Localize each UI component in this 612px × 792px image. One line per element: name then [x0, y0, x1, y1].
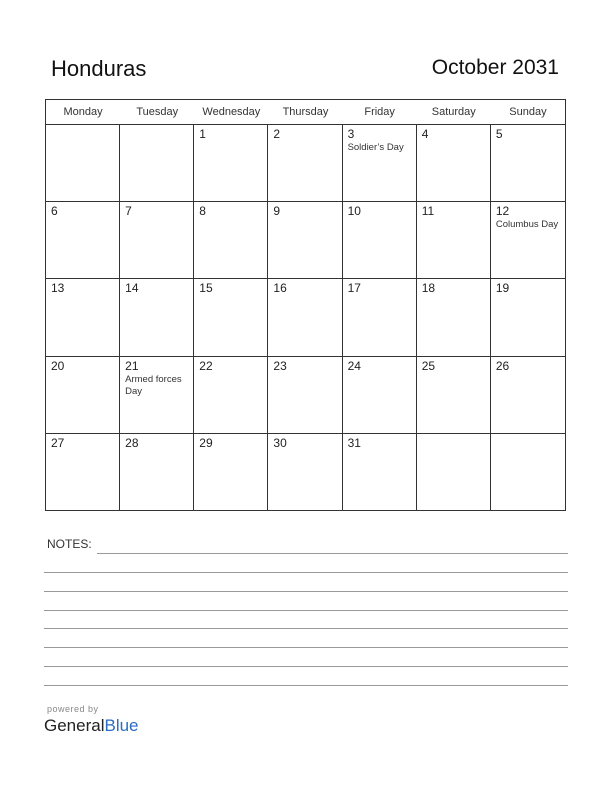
notes-line — [44, 572, 568, 573]
weekday-thursday: Thursday — [282, 106, 329, 118]
day-number: 15 — [199, 281, 213, 296]
notes-line — [44, 647, 568, 648]
day-number: 23 — [273, 358, 287, 373]
day-cell — [268, 357, 342, 434]
day-number: 17 — [347, 281, 361, 296]
day-number: 27 — [51, 435, 65, 450]
day-number: 16 — [273, 281, 287, 296]
day-number: 19 — [495, 281, 510, 296]
holiday-label: Soldier’s Day — [347, 142, 404, 153]
day-cell — [268, 125, 342, 202]
day-number: 8 — [199, 204, 206, 219]
weekday-tuesday: Tuesday — [136, 106, 179, 118]
holiday-label: Columbus Day — [495, 219, 559, 231]
day-number: 30 — [273, 435, 287, 450]
day-cell — [491, 125, 565, 202]
holiday-label: Armed forces Day — [125, 373, 182, 397]
month-year-title: October 2031 — [431, 56, 559, 79]
day-cell — [120, 357, 194, 434]
day-cell — [194, 434, 268, 511]
day-cell — [194, 357, 268, 434]
day-number: 21 — [125, 358, 139, 373]
day-cell — [120, 434, 194, 511]
day-cell — [343, 279, 417, 356]
day-cell — [417, 279, 491, 356]
day-number: 28 — [125, 435, 139, 450]
day-cell — [268, 202, 342, 279]
day-number: 24 — [347, 358, 361, 373]
day-number: 18 — [421, 281, 436, 296]
day-cell — [491, 279, 565, 356]
day-cell — [343, 434, 417, 511]
day-cell — [46, 434, 120, 511]
day-cell — [417, 202, 491, 279]
day-cell — [417, 125, 491, 202]
day-number: 2 — [273, 127, 281, 141]
day-number: 26 — [495, 358, 510, 373]
day-number: 13 — [51, 281, 65, 296]
notes-line — [97, 553, 568, 554]
day-cell — [194, 279, 268, 356]
day-number: 29 — [199, 435, 213, 450]
day-cell — [491, 202, 565, 279]
weekday-saturday: Saturday — [431, 106, 476, 118]
weekday-header — [46, 100, 565, 125]
day-number: 31 — [347, 435, 361, 450]
day-cell — [46, 357, 120, 434]
day-cell — [343, 357, 417, 434]
day-number: 25 — [421, 358, 436, 373]
notes-line — [44, 610, 568, 611]
day-cell — [491, 357, 565, 434]
day-number: 12 — [495, 204, 510, 219]
weekday-sunday: Sunday — [509, 106, 547, 118]
day-cell — [120, 279, 194, 356]
day-cell — [343, 202, 417, 279]
day-cell — [417, 357, 491, 434]
weekday-monday: Monday — [63, 106, 103, 118]
day-number: 6 — [51, 204, 58, 219]
day-number: 11 — [421, 204, 435, 219]
day-number: 22 — [199, 358, 213, 373]
day-cell — [268, 279, 342, 356]
weekday-friday: Friday — [364, 106, 395, 118]
day-number: 7 — [125, 204, 132, 219]
day-number: 20 — [51, 358, 65, 373]
notes-line — [44, 628, 568, 629]
day-cell — [46, 202, 120, 279]
notes-line — [44, 591, 568, 592]
day-cell — [491, 434, 565, 511]
day-cell — [343, 125, 417, 202]
day-cell — [46, 279, 120, 356]
day-number: 4 — [421, 127, 429, 141]
generalblue-logo[interactable] — [44, 716, 139, 736]
day-cell — [46, 125, 120, 202]
notes-label: NOTES: — [47, 537, 92, 551]
day-cell — [194, 125, 268, 202]
day-number: 1 — [199, 127, 206, 141]
day-number: 9 — [273, 204, 281, 219]
day-number: 3 — [347, 127, 355, 141]
powered-by-text: powered by — [47, 704, 99, 714]
country-title: Honduras — [51, 56, 147, 81]
day-cell — [120, 125, 194, 202]
day-number: 14 — [125, 281, 139, 296]
day-number: 5 — [495, 127, 503, 141]
brand-blue: Blue — [104, 716, 139, 735]
day-cells — [46, 125, 565, 511]
calendar-grid — [45, 99, 566, 511]
brand-general: General — [44, 716, 105, 735]
weekday-wednesday: Wednesday — [202, 106, 261, 118]
day-cell — [417, 434, 491, 511]
notes-line — [44, 685, 568, 686]
day-number: 10 — [347, 204, 361, 219]
notes-line — [44, 666, 568, 667]
day-cell — [194, 202, 268, 279]
day-cell — [268, 434, 342, 511]
day-cell — [120, 202, 194, 279]
